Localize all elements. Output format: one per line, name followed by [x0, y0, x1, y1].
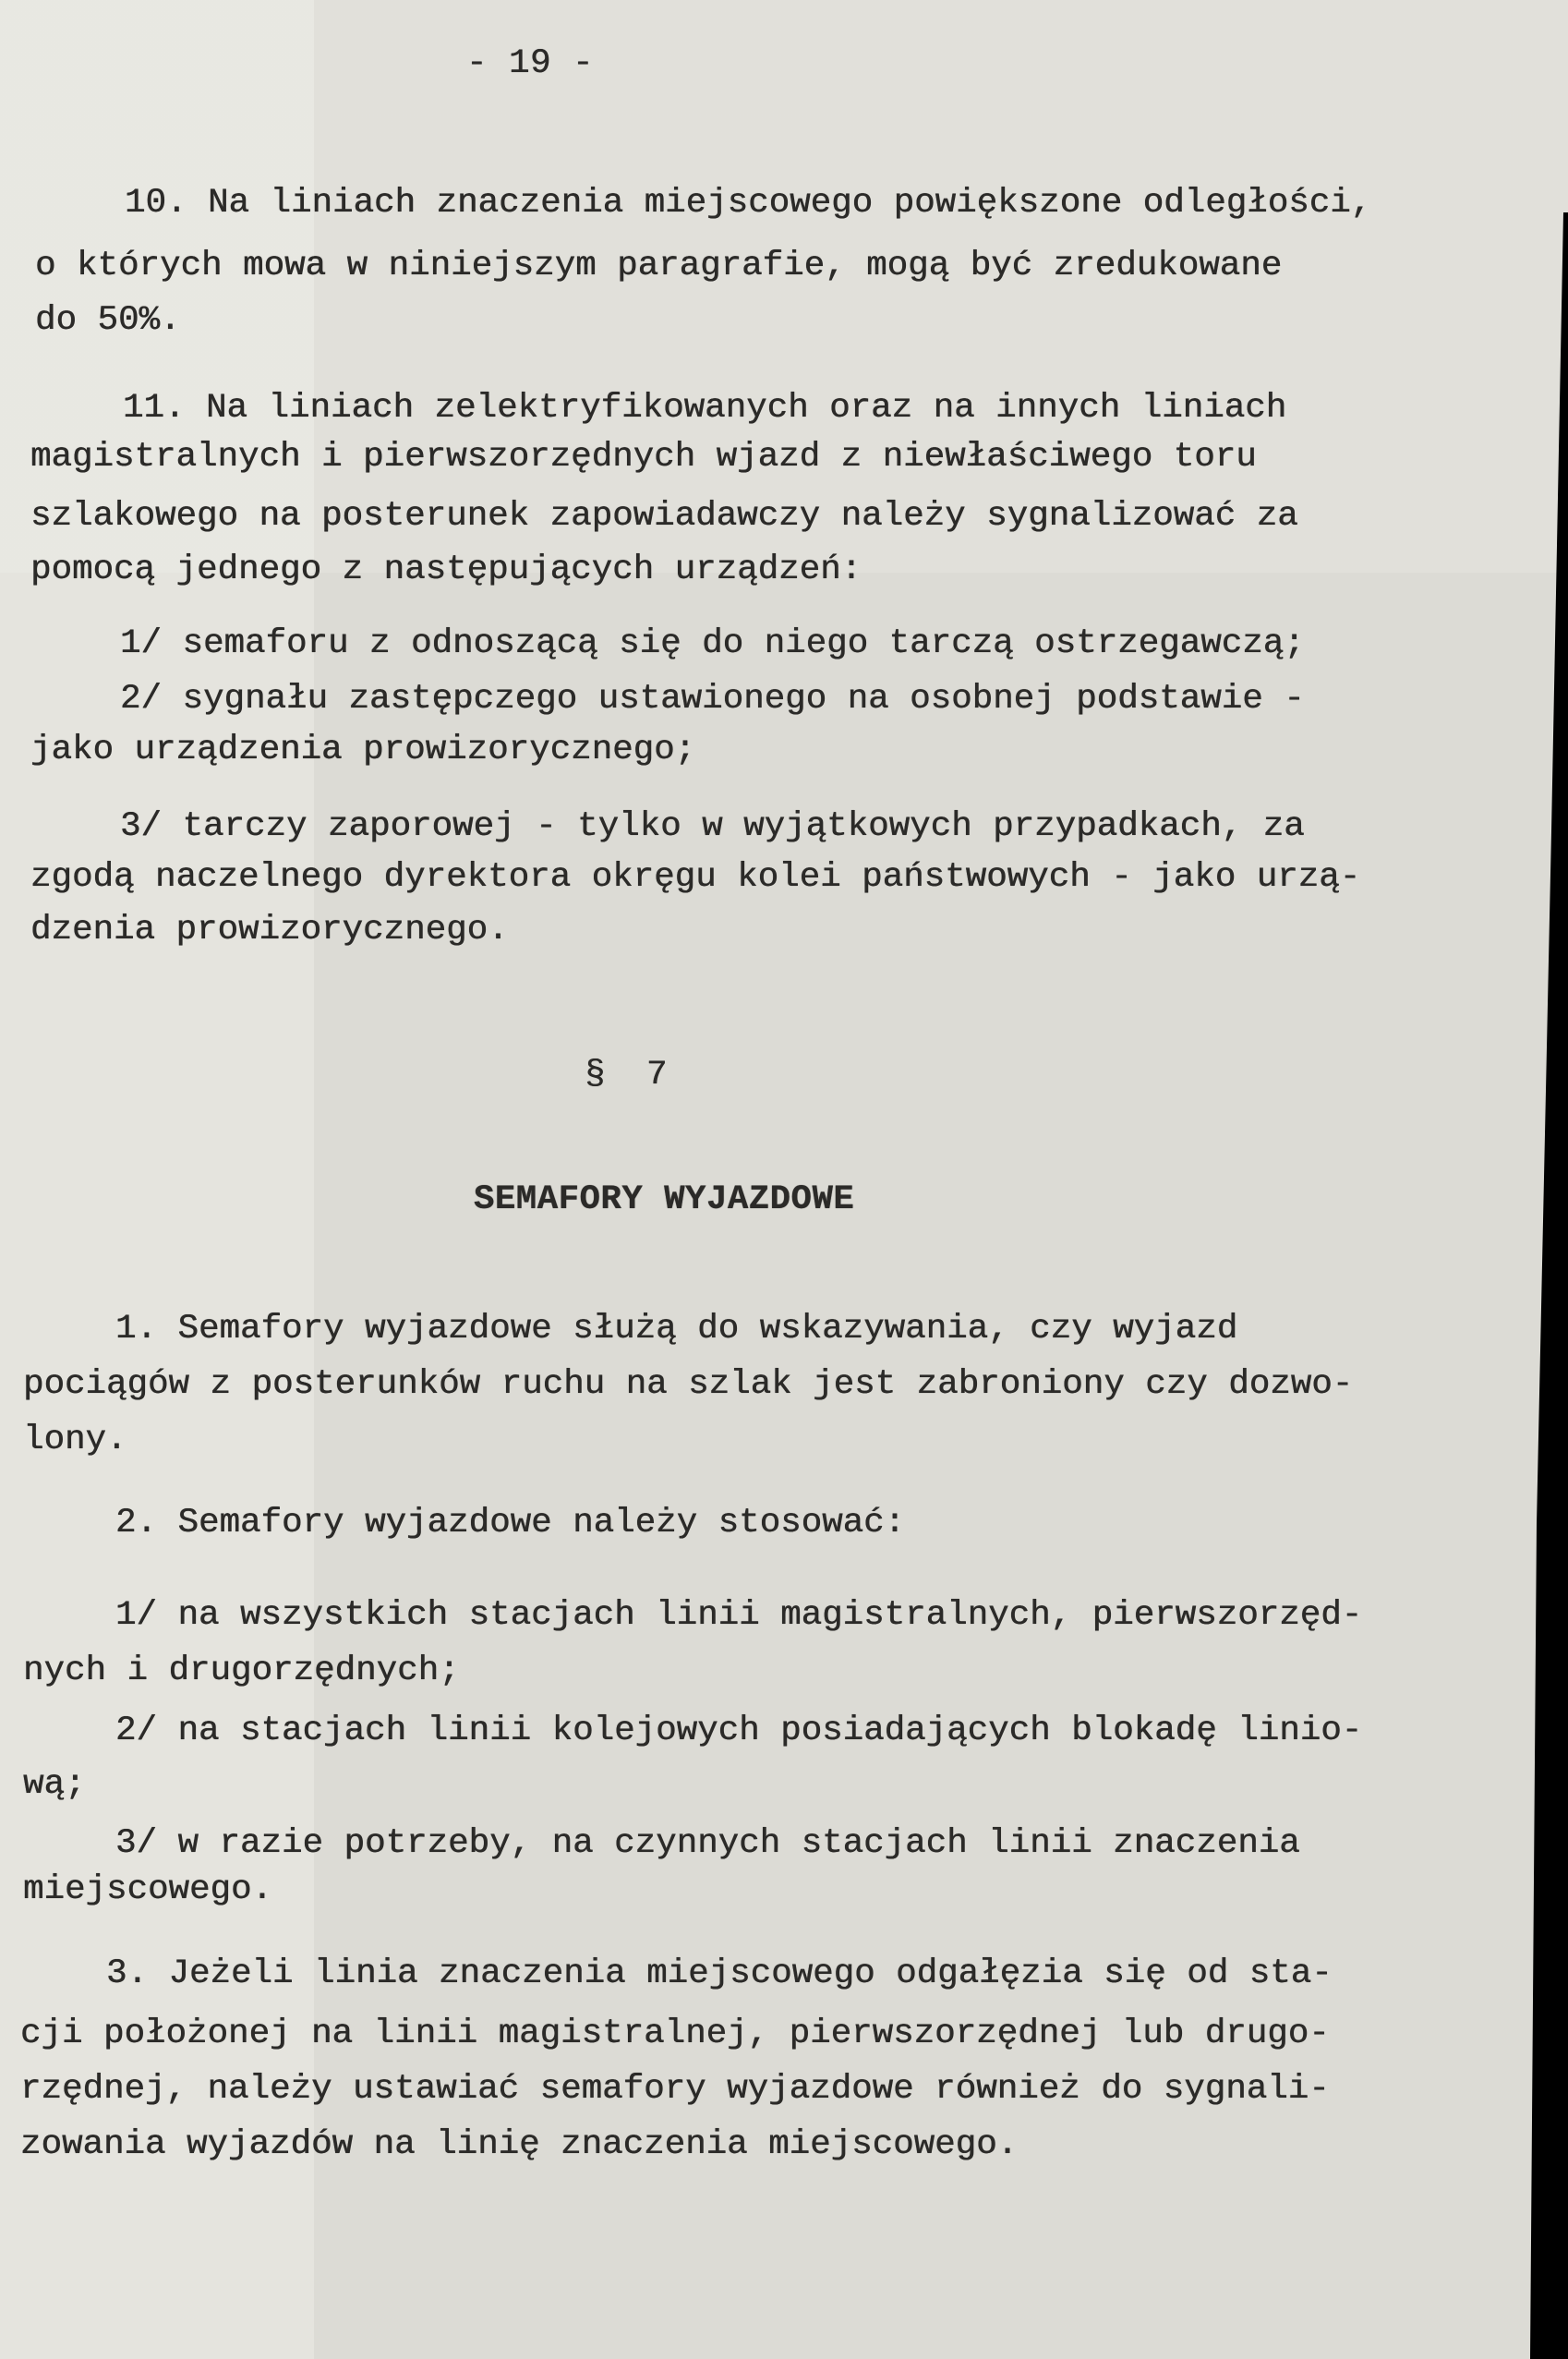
paragraph-line: 3. Jeżeli linia znaczenia miejscowego odgałęzia się od sta- — [106, 1954, 1333, 1993]
paragraph-line: 1. Semafory wyjazdowe służą do wskazywania, czy wyjazd — [115, 1310, 1238, 1349]
list-item-line: wą; — [23, 1765, 86, 1804]
list-item-line: miejscowego. — [23, 1870, 273, 1909]
list-item-line: dzenia prowizorycznego. — [30, 911, 509, 950]
paragraph-line: szlakowego na posterunek zapowiadawczy należy sygnalizować za — [30, 497, 1298, 536]
list-item-line: 2/ na stacjach linii kolejowych posiadających blokadę linio- — [115, 1712, 1363, 1750]
list-item-line: 1/ semaforu z odnoszącą się do niego tarczą ostrzegawczą; — [120, 624, 1305, 663]
list-item-line: jako urządzenia prowizorycznego; — [30, 731, 696, 769]
list-item-line: 1/ na wszystkich stacjach linii magistralnych, pierwszorzęd- — [115, 1596, 1363, 1635]
paragraph-line: cji położonej na linii magistralnej, pierwszorzędnej lub drugo- — [20, 2014, 1330, 2053]
paragraph-line: 11. Na liniach zelektryfikowanych oraz na innych liniach — [123, 389, 1287, 428]
paragraph-line: zowania wyjazdów na linię znaczenia miejscowego. — [20, 2125, 1019, 2164]
section-number: § 7 — [585, 1056, 668, 1095]
paragraph-line: pomocą jednego z następujących urządzeń: — [30, 550, 862, 589]
paragraph-line: rzędnej, należy ustawiać semafory wyjazdowe również do sygnali- — [20, 2070, 1330, 2109]
paragraph-line: lony. — [23, 1421, 127, 1459]
paragraph-line: o których mowa w niniejszym paragrafie, mogą być zredukowane — [35, 247, 1283, 285]
paragraph-line: 2. Semafory wyjazdowe należy stosować: — [115, 1504, 906, 1542]
list-item-line: zgodą naczelnego dyrektora okręgu kolei państwowych - jako urzą- — [30, 858, 1361, 897]
page-number: - 19 - — [466, 44, 595, 83]
paragraph-line: 10. Na liniach znaczenia miejscowego powiększone odległości, — [125, 184, 1372, 223]
paragraph-line: do 50%. — [35, 301, 181, 340]
list-item-line: 3/ w razie potrzeby, na czynnych stacjach linii znaczenia — [115, 1824, 1300, 1863]
list-item-line: 3/ tarczy zaporowej - tylko w wyjątkowych przypadkach, za — [120, 807, 1305, 846]
section-title: SEMAFORY WYJAZDOWE — [474, 1180, 855, 1219]
list-item-line: nych i drugorzędnych; — [23, 1651, 460, 1690]
paragraph-line: magistralnych i pierwszorzędnych wjazd z niewłaściwego toru — [30, 438, 1257, 477]
scan-border-shadow — [1530, 212, 1568, 2359]
paragraph-line: pociągów z posterunków ruchu na szlak jest zabroniony czy dozwo- — [23, 1365, 1354, 1404]
list-item-line: 2/ sygnału zastępczego ustawionego na osobnej podstawie - — [120, 680, 1305, 719]
